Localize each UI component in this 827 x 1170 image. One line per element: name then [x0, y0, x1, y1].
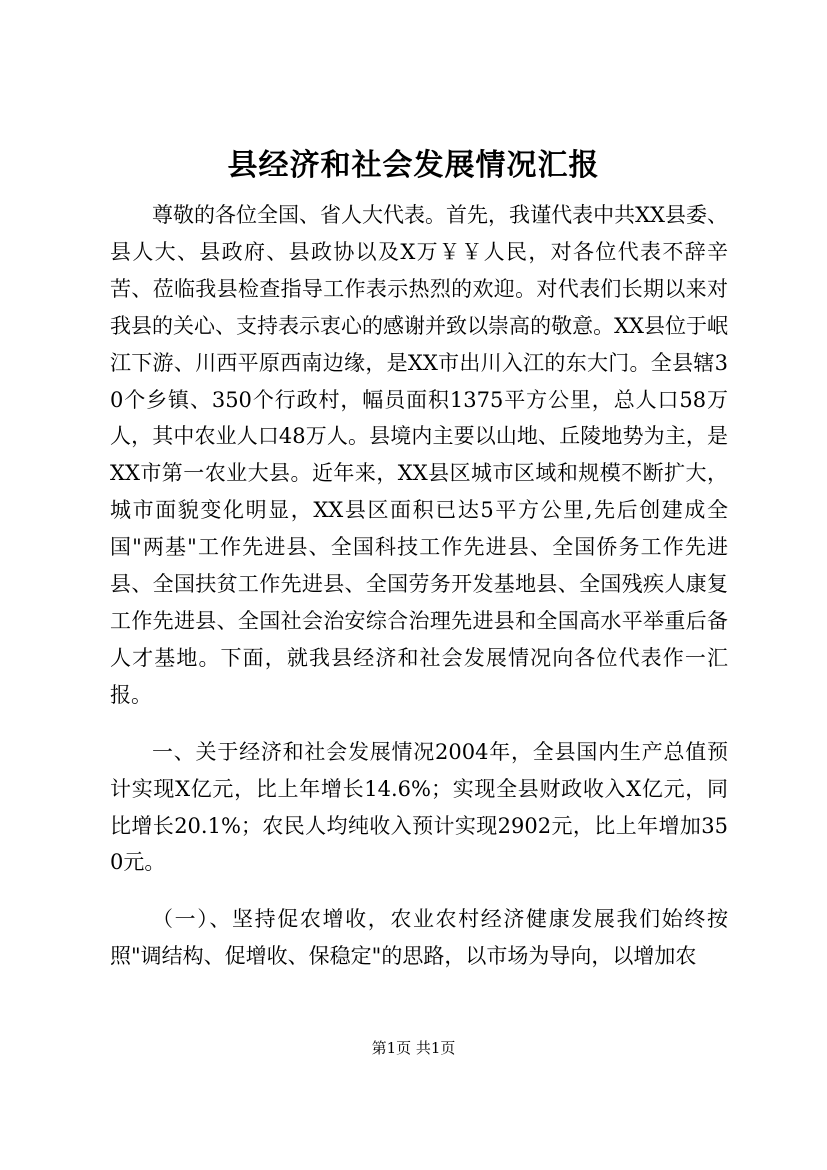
paragraph-agriculture: （一）、坚持促农增收，农业农村经济健康发展我们始终按照"调结构、促增收、保稳定"的思路，以市场为导向，以增加农: [110, 907, 728, 969]
paragraph-intro: 尊敬的各位全国、省人大代表。首先，我谨代表中共XX县委、县人大、县政府、县政协以及X万￥￥人民，对各位代表不辞辛苦、莅临我县检查指导工作表示热烈的欢迎。对代表们长期以来对我县的关心、支持表示衷心的感谢并致以崇高的敬意。XX县位于岷江下游、川西平原西南边缘，是XX市出川入江的东大门。全县辖30个乡镇、350个行政村，幅员面积1375平方公里，总人口58万人，其中农业人口48万人。县境内主要以山地、丘陵地势为主，是XX市第一农业大县。近年来，XX县区城市区域和规模不断扩大，城市面貌变化明显，XX县区面积已达5平方公里,先后创建成全国"两基"工作先进县、全国科技工作先进县、全国侨务工作先进县、全国扶贫工作先进县、全国劳务开发基地县、全国残疾人康复工作先进县、全国社会治安综合治理先进县和全国高水平举重后备人才基地。下面，就我县经济和社会发展情况向各位代表作一汇报。: [110, 203, 728, 707]
document-title: 县经济和社会发展情况汇报: [227, 148, 600, 183]
paragraph-economy-overview: 一、关于经济和社会发展情况2004年，全县国内生产总值预计实现X亿元，比上年增长14.6%；实现全县财政收入X亿元，同比增长20.1%；农民人均纯收入预计实现2902元，比上年增加350元。: [110, 739, 728, 875]
document-body: [110, 197, 728, 975]
page-number-footer: 第1页 共1页: [371, 1039, 456, 1057]
